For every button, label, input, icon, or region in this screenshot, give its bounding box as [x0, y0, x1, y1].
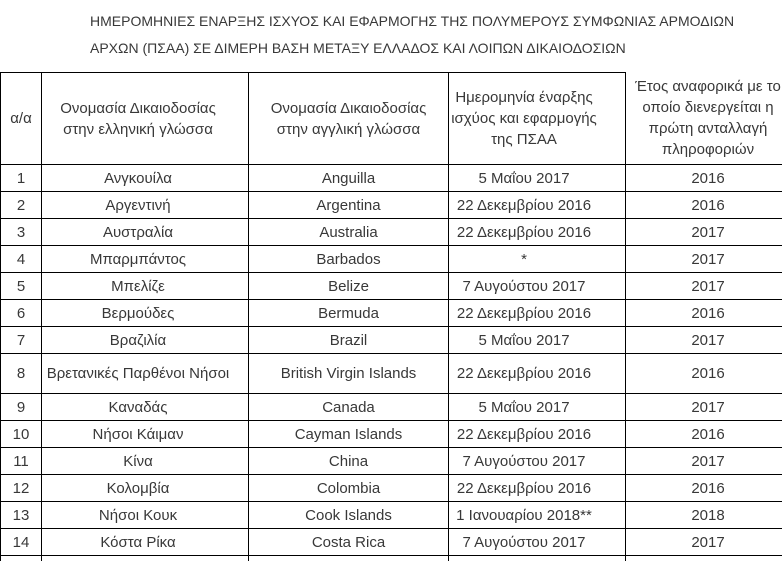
- cell-index: 6: [1, 300, 42, 327]
- col-header-reference-year: [626, 73, 782, 165]
- cell-effective-date: 7 Αυγούστου 2017: [449, 273, 626, 300]
- cell-reference-year: 2017: [626, 273, 782, 300]
- cell-index: 14: [1, 529, 42, 556]
- cell-name-english: Colombia: [249, 475, 449, 502]
- cell-reference-year: 2017: [626, 529, 782, 556]
- table-row: [1, 300, 782, 327]
- table-row: [1, 219, 782, 246]
- cell-effective-date: 22 Δεκεμβρίου 2016: [449, 354, 626, 394]
- cell-name-greek: Κολομβία: [42, 475, 249, 502]
- cell-index: 13: [1, 502, 42, 529]
- col-header-name-english-line-2: στην αγγλική γλώσσα: [276, 120, 421, 138]
- table-row: [1, 421, 782, 448]
- table-row: [1, 475, 782, 502]
- cell-name-greek: Μπαρμπάντος: [42, 246, 249, 273]
- cell-name-greek: Κόστα Ρίκα: [42, 529, 249, 556]
- cell-name-greek: Βραζιλία: [42, 327, 249, 354]
- col-header-index: [1, 73, 42, 165]
- col-header-name-greek-line-2: στην ελληνική γλώσσα: [63, 120, 213, 138]
- cell-name-greek: Ανγκουίλα: [42, 165, 249, 192]
- cell-name-english: Argentina: [249, 192, 449, 219]
- cell-name-english: Costa Rica: [249, 529, 449, 556]
- cell-reference-year: 2016: [626, 354, 782, 394]
- cell-name-english: Belize: [249, 273, 449, 300]
- cell-name-greek: Αυστραλία: [42, 219, 249, 246]
- document-title-line-1: ΗΜΕΡΟΜΗΝΙΕΣ ΕΝΑΡΞΗΣ ΙΣΧΥΟΣ ΚΑΙ ΕΦΑΡΜΟΓΗΣ ΤΗΣ ΠΟΛΥΜΕΡΟΥΣ ΣΥΜΦΩΝΙΑΣ ΑΡΜΟΔΙΩΝ: [90, 13, 735, 29]
- table-row: [1, 192, 782, 219]
- cell-reference-year: 2016: [626, 421, 782, 448]
- cell-name-english: China: [249, 448, 449, 475]
- cell-reference-year: 2017: [626, 219, 782, 246]
- cell-reference-year: 2018: [626, 502, 782, 529]
- cell-name-english: [249, 556, 449, 561]
- cell-name-english: Cook Islands: [249, 502, 449, 529]
- cell-name-greek: Κίνα: [42, 448, 249, 475]
- cell-effective-date: 5 Μαΐου 2017: [449, 394, 626, 421]
- col-header-name-english: [249, 73, 449, 165]
- cell-reference-year: 2016: [626, 475, 782, 502]
- cell-name-english: Australia: [249, 219, 449, 246]
- document-title: [90, 8, 734, 62]
- table-row: [1, 165, 782, 192]
- cell-effective-date: 1 Ιανουαρίου 2018**: [449, 502, 626, 529]
- cell-name-greek: [42, 556, 249, 561]
- cell-name-greek: Νήσοι Κουκ: [42, 502, 249, 529]
- col-header-effective-date-line-2: ισχύος και εφαρμογής: [451, 110, 597, 127]
- cell-index: 7: [1, 327, 42, 354]
- cell-effective-date: 5 Μαΐου 2017: [449, 165, 626, 192]
- col-header-name-english-line-1: Ονομασία Δικαιοδοσίας: [270, 99, 427, 117]
- cell-name-greek: Μπελίζε: [42, 273, 249, 300]
- cell-name-english: Bermuda: [249, 300, 449, 327]
- col-header-index-label: α/α: [10, 110, 32, 127]
- table-row-partial: [1, 556, 782, 561]
- cell-name-english: Anguilla: [249, 165, 449, 192]
- cell-effective-date: 22 Δεκεμβρίου 2016: [449, 421, 626, 448]
- cell-index: 8: [1, 354, 42, 394]
- col-header-reference-year-line-2: οποίο διενεργείται η: [642, 98, 774, 116]
- table-row: [1, 327, 782, 354]
- cell-index: 5: [1, 273, 42, 300]
- col-header-effective-date: [449, 73, 626, 165]
- col-header-reference-year-line-4: πληροφοριών: [661, 140, 755, 158]
- table-row: [1, 354, 782, 394]
- table-row: [1, 273, 782, 300]
- table-row: [1, 394, 782, 421]
- cell-effective-date: 7 Αυγούστου 2017: [449, 448, 626, 475]
- cell-reference-year: 2017: [626, 448, 782, 475]
- cell-reference-year: 2016: [626, 192, 782, 219]
- jurisdictions-table: [0, 72, 782, 561]
- cell-reference-year: 2016: [626, 165, 782, 192]
- cell-reference-year: 2016: [626, 300, 782, 327]
- cell-reference-year: 2017: [626, 246, 782, 273]
- table-row: [1, 529, 782, 556]
- table-header-row: [1, 73, 782, 165]
- table-row: [1, 448, 782, 475]
- col-header-effective-date-line-3: της ΠΣΑΑ: [491, 131, 557, 148]
- cell-index: 9: [1, 394, 42, 421]
- col-header-name-greek: [42, 73, 249, 165]
- col-header-name-greek-line-1: Ονομασία Δικαιοδοσίας: [60, 99, 216, 117]
- cell-reference-year: 2017: [626, 327, 782, 354]
- cell-name-english: Brazil: [249, 327, 449, 354]
- cell-name-greek: Καναδάς: [42, 394, 249, 421]
- col-header-reference-year-line-1: Έτος αναφορικά με το: [635, 77, 781, 95]
- cell-effective-date: [449, 556, 626, 561]
- cell-name-english: Barbados: [249, 246, 449, 273]
- table-row: [1, 246, 782, 273]
- cell-name-greek: Βρετανικές Παρθένοι Νήσοι: [42, 354, 249, 394]
- cell-index: 3: [1, 219, 42, 246]
- cell-effective-date: 22 Δεκεμβρίου 2016: [449, 300, 626, 327]
- cell-index: [1, 556, 42, 561]
- cell-effective-date: 22 Δεκεμβρίου 2016: [449, 192, 626, 219]
- col-header-effective-date-line-1: Ημερομηνία έναρξης: [455, 89, 593, 106]
- cell-name-english: Cayman Islands: [249, 421, 449, 448]
- cell-effective-date: 5 Μαΐου 2017: [449, 327, 626, 354]
- cell-effective-date: 22 Δεκεμβρίου 2016: [449, 475, 626, 502]
- cell-name-greek: Αργεντινή: [42, 192, 249, 219]
- table-row: [1, 502, 782, 529]
- cell-effective-date: 7 Αυγούστου 2017: [449, 529, 626, 556]
- cell-name-greek: Βερμούδες: [42, 300, 249, 327]
- cell-name-greek: Νήσοι Κάιμαν: [42, 421, 249, 448]
- cell-name-english: British Virgin Islands: [249, 354, 449, 394]
- cell-index: 12: [1, 475, 42, 502]
- cell-effective-date: 22 Δεκεμβρίου 2016: [449, 219, 626, 246]
- cell-index: 4: [1, 246, 42, 273]
- document-title-line-2: ΑΡΧΩΝ (ΠΣΑΑ) ΣΕ ΔΙΜΕΡΗ ΒΑΣΗ ΜΕΤΑΞΥ ΕΛΛΑΔΟΣ ΚΑΙ ΛΟΙΠΩΝ ΔΙΚΑΙΟΔΟΣΙΩΝ: [90, 40, 626, 56]
- cell-index: 10: [1, 421, 42, 448]
- cell-index: 2: [1, 192, 42, 219]
- col-header-reference-year-line-3: πρώτη ανταλλαγή: [648, 119, 768, 137]
- cell-name-english: Canada: [249, 394, 449, 421]
- cell-reference-year: 2017: [626, 394, 782, 421]
- cell-effective-date: *: [449, 246, 626, 273]
- cell-index: 11: [1, 448, 42, 475]
- cell-index: 1: [1, 165, 42, 192]
- cell-reference-year: [626, 556, 782, 561]
